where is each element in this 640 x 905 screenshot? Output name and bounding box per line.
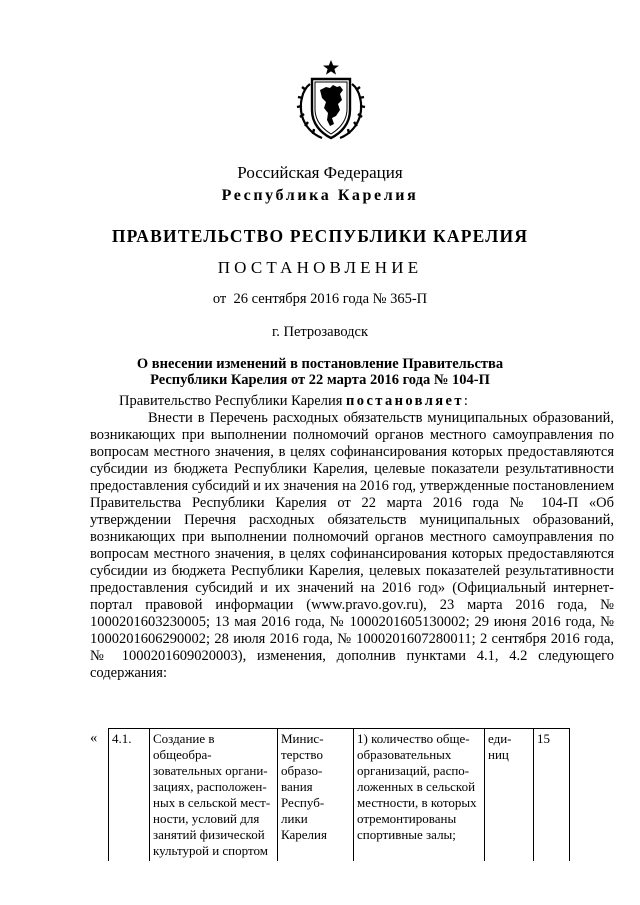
indicator-line: организаций, распо- [357, 763, 470, 778]
indicator-cell [354, 729, 485, 862]
resolution-keyword: постановляет [346, 393, 464, 409]
item-name-line: зовательных органи- [153, 763, 268, 778]
resolution-suffix: : [463, 393, 468, 409]
document-title-line-1: О внесении изменений в постановление Правительства [136, 356, 504, 372]
unit-line: еди- [488, 731, 512, 746]
table-row [109, 729, 570, 862]
republic-line: Республика Карелия [221, 187, 419, 204]
item-name-cell [150, 729, 278, 862]
open-quote-mark: « [90, 730, 98, 746]
ministry-line: вания [281, 779, 313, 794]
indicator-line: образовательных [357, 747, 452, 762]
unit-cell [485, 729, 534, 862]
value-cell: 15 [534, 729, 570, 862]
indicator-line: местности, в которых [357, 795, 477, 810]
indicator-line: ложенных в сельской [357, 779, 476, 794]
item-name-line: ности, условий для [153, 811, 260, 826]
amendment-paragraph: Внести в Перечень расходных обязательств муниципальных образований, возникающих при выполнении полномочий органов местного самоуправления по вопросам местного значения, в целях софинансирования которых предоставляются субсидии из бюджета Республики Карелия, целевые показатели результативности предоставления субсидий и их значения на 2016 год, утвержденные постановлением Правительства Республики Карелия от 22 марта 2016 года № 104-П «Об утверждении Перечня расходных обязательств муниципальных образований, возникающих при выполнении полномочий органов местного самоуправления по вопросам местного значения, в целях софинансирования которых предоставляются субсидии из бюджета Республики Карелия, целевых показателей результативности предоставления субсидий и их значений на 2016 год» (Официальный интернет-портал правовой информации (www.pravo.gov.ru), 23 марта 2016 года, № 1000201603230005; 13 мая 2016 года, № 1000201605130002; 29 июня 2016 года, № 1000201606290002; 28 июля 2016 года, № 1000201607280011; 2 сентября 2016 года, № 1000201609020003), изменения, дополнив пунктами 4.1, 4.2 следующего содержания: [90, 410, 614, 681]
ministry-line: Минис- [281, 731, 324, 746]
item-name-line: зациях, расположен- [153, 779, 267, 794]
ministry-line: Респуб- [281, 795, 325, 810]
item-name-line: занятий физической [153, 827, 265, 842]
ministry-line: образо- [281, 763, 323, 778]
item-name-line: Создание в общеобра- [153, 731, 215, 762]
ministry-line: терство [281, 747, 323, 762]
resolution-prefix: Правительство Республики Карелия [119, 393, 347, 409]
ministry-line: лики [281, 811, 308, 826]
document-date-number: от 26 сентября 2016 года № 365-П [212, 291, 428, 307]
document-type: ПОСТАНОВЛЕНИЕ [217, 258, 423, 277]
indicator-line: отремонтированы [357, 811, 457, 826]
unit-line: ниц [488, 747, 509, 762]
government-heading: ПРАВИТЕЛЬСТВО РЕСПУБЛИКИ КАРЕЛИЯ [111, 226, 529, 246]
item-name-line: ных в сельской мест- [153, 795, 271, 810]
item-name-line: культурой и спортом [153, 843, 268, 858]
city-line: г. Петрозаводск [271, 324, 369, 340]
indicator-line: 1) количество обще- [357, 731, 470, 746]
item-number-cell: 4.1. [109, 729, 150, 862]
ministry-line: Карелия [281, 827, 327, 842]
karelia-coat-of-arms-icon [296, 60, 366, 144]
document-title-line-2: Республики Карелия от 22 марта 2016 года № 104-П [150, 372, 490, 388]
document-body [90, 393, 614, 682]
amendment-table [108, 728, 570, 861]
federation-line: Российская Федерация [237, 163, 403, 182]
resolution-paragraph [90, 393, 614, 410]
indicator-line: спортивные залы; [357, 827, 456, 842]
ministry-cell [278, 729, 354, 862]
